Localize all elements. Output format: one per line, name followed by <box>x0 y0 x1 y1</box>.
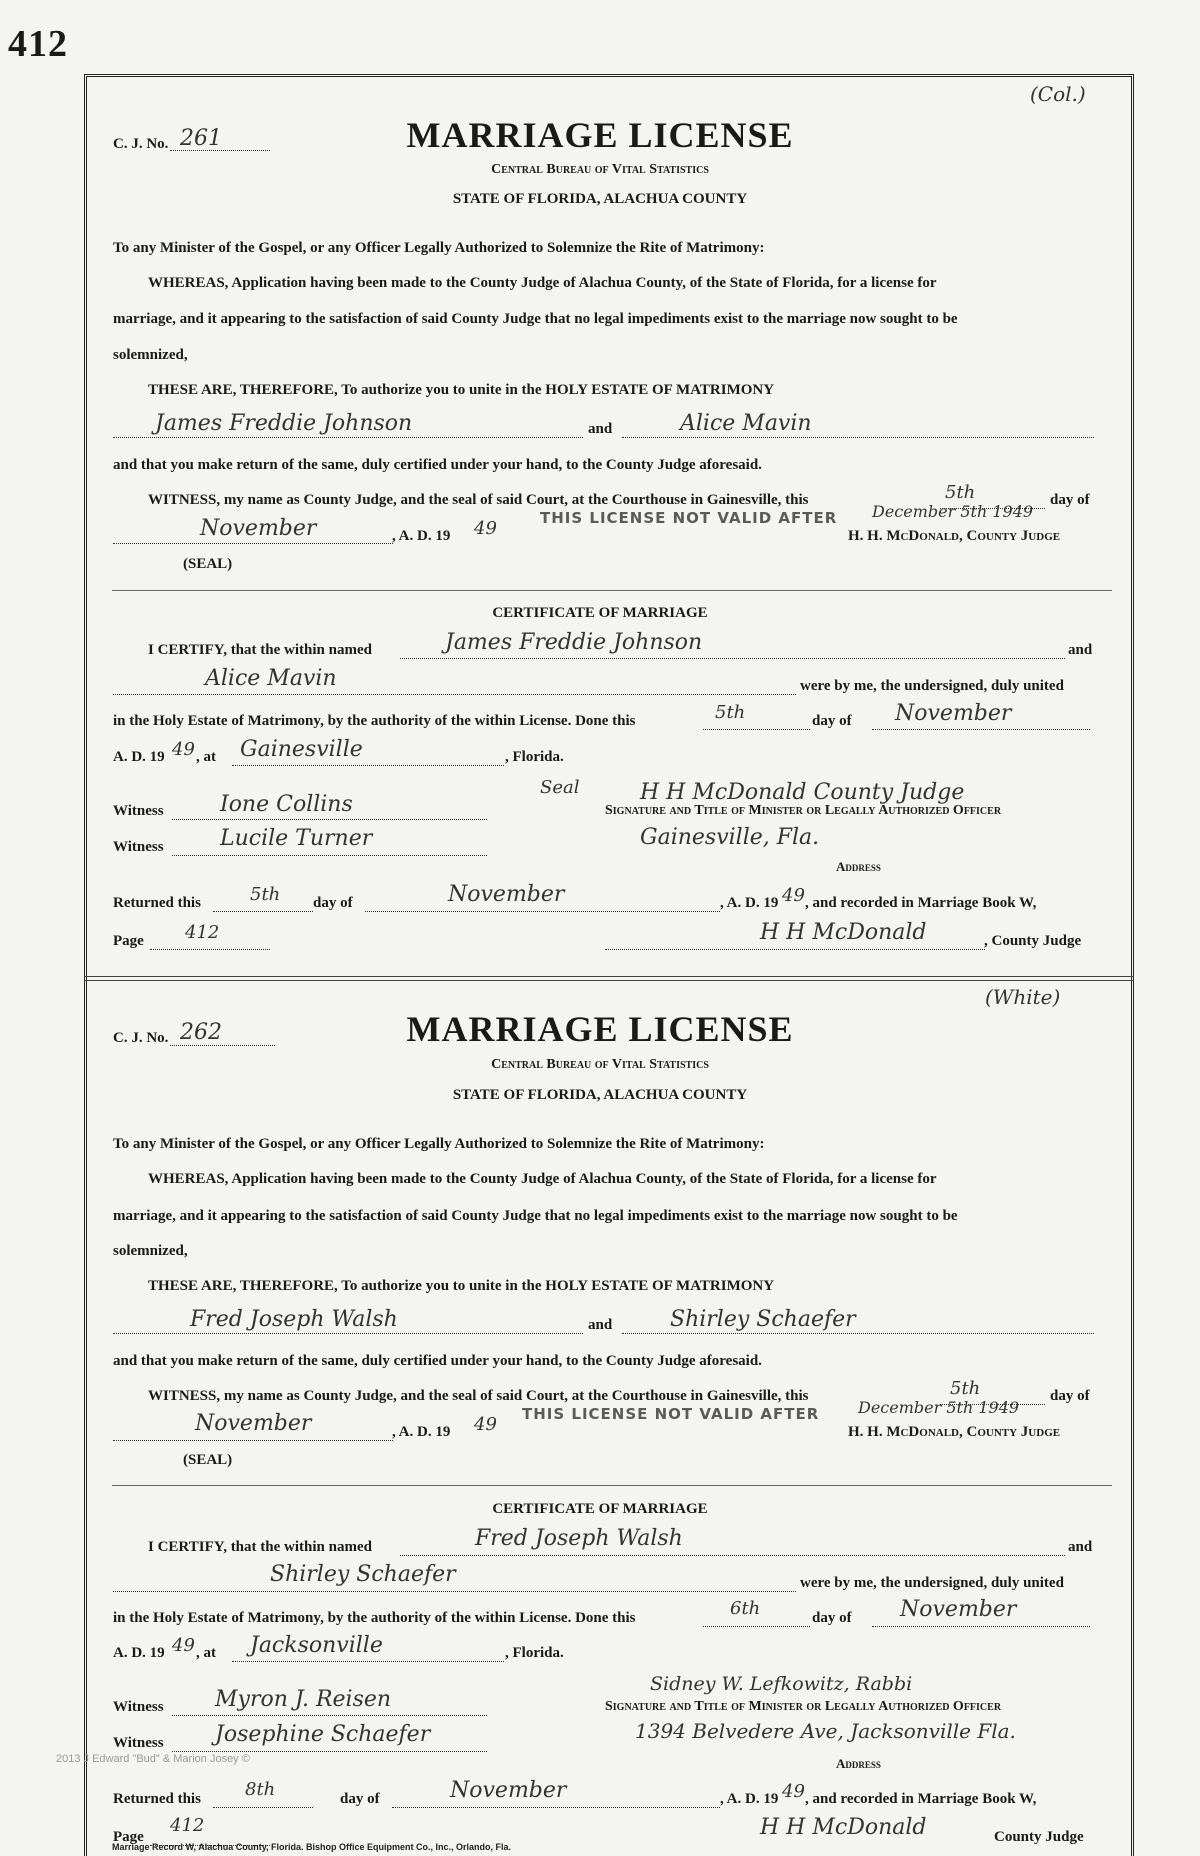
bride-name: Shirley Schaefer <box>670 1307 856 1332</box>
county-judge-label: , County Judge <box>984 933 1082 949</box>
expiry-date: December 5th 1949 <box>858 1398 1020 1417</box>
officer-signature: Sidney W. Lefkowitz, Rabbi <box>650 1673 913 1695</box>
cj-number: 262 <box>180 1020 222 1045</box>
cert-year: 49 <box>172 739 195 760</box>
license-day: 5th <box>950 1378 981 1399</box>
witness-2-label: Witness <box>113 1735 164 1751</box>
and-word: and <box>588 1317 613 1333</box>
united-text: were by me, the undersigned, duly united <box>800 678 1064 694</box>
license-year: 49 <box>474 518 497 539</box>
witness-line: WITNESS, my name as County Judge, and the seal of said Court, at the Courthouse in Gainesville, this <box>148 492 809 508</box>
whereas-3: solemnized, <box>113 347 188 363</box>
ad-prefix: , A. D. 19 <box>392 1424 451 1440</box>
whereas-3: solemnized, <box>113 1243 188 1259</box>
returned-month: November <box>450 1778 567 1803</box>
cert-groom: Fred Joseph Walsh <box>475 1526 683 1551</box>
returned-year: 49 <box>782 1781 805 1802</box>
whereas-1: WHEREAS, Application having been made to the County Judge of Alachua County, of the State of Florida, for a license for <box>148 1171 937 1187</box>
groom-name: Fred Joseph Walsh <box>190 1307 398 1332</box>
holy-estate: in the Holy Estate of Matrimony, by the authority of the within License. Done this <box>113 1610 636 1626</box>
license-year: 49 <box>474 1414 497 1435</box>
book-page: 412 <box>185 922 220 943</box>
bride-name: Alice Mavin <box>680 411 812 436</box>
certify-prefix: I CERTIFY, that the within named <box>148 1539 372 1555</box>
certify-prefix: I CERTIFY, that the within named <box>148 642 372 658</box>
returned-prefix: Returned this <box>113 1791 201 1807</box>
seal-mark: Seal <box>540 777 580 798</box>
county-judge-name: H. H. McDonald, County Judge <box>848 1424 1061 1440</box>
validity-stamp: THIS LICENSE NOT VALID AFTER <box>522 1405 820 1423</box>
done-day-of: day of <box>812 1610 852 1626</box>
address-caption: Address <box>836 859 881 874</box>
witness-1-label: Witness <box>113 803 164 819</box>
race-note: (Col.) <box>1030 82 1086 106</box>
recorder-signature: H H McDonald <box>760 1815 927 1840</box>
groom-name: James Freddie Johnson <box>155 411 413 436</box>
return-line: and that you make return of the same, duly certified under your hand, to the County Judge aforesaid. <box>113 1353 762 1369</box>
ad-return: , A. D. 19 <box>720 1791 779 1807</box>
county-judge-label: County Judge <box>994 1829 1084 1845</box>
ad-prefix: , A. D. 19 <box>392 528 451 544</box>
day-of: day of <box>1050 492 1090 508</box>
returned-day-of: day of <box>340 1791 380 1807</box>
ad-cert-prefix: A. D. 19 <box>113 749 165 765</box>
certificate-title: CERTIFICATE OF MARRIAGE <box>492 1501 708 1517</box>
whereas-2: marriage, and it appearing to the satisfaction of said County Judge that no legal impediments exist to the marriage now sought to be <box>113 311 958 327</box>
page-label: Page <box>113 1829 144 1845</box>
these-are: THESE ARE, THEREFORE, To authorize you to unite in the HOLY ESTATE OF MATRIMONY <box>148 1278 775 1294</box>
cj-number: 261 <box>180 126 222 151</box>
done-day-of: day of <box>812 713 852 729</box>
witness-2-name: Lucile Turner <box>220 826 373 851</box>
state-county: STATE OF FLORIDA, ALACHUA COUNTY <box>452 191 748 207</box>
license-title: MARRIAGE LICENSE <box>406 115 794 155</box>
ad-cert-prefix: A. D. 19 <box>113 1645 165 1661</box>
page-number: 412 <box>8 23 68 65</box>
officer-signature: H H McDonald County Judge <box>640 780 965 805</box>
seal-label: (SEAL) <box>183 1452 233 1468</box>
witness-line: WITNESS, my name as County Judge, and the seal of said Court, at the Courthouse in Gainesville, this <box>148 1388 809 1404</box>
ad-return: , A. D. 19 <box>720 895 779 911</box>
cert-and: and <box>1068 1539 1093 1555</box>
cj-label: C. J. No. <box>113 136 169 152</box>
marriage-place: Jacksonville <box>250 1633 383 1658</box>
florida-label: , Florida. <box>505 749 564 765</box>
address-line: To any Minister of the Gospel, or any Officer Legally Authorized to Solemnize the Rite of Matrimony: <box>113 240 765 256</box>
cert-groom: James Freddie Johnson <box>445 630 703 655</box>
done-month: November <box>900 1597 1017 1622</box>
officer-address: Gainesville, Fla. <box>640 825 820 850</box>
expiry-date: December 5th 1949 <box>872 502 1034 521</box>
day-of: day of <box>1050 1388 1090 1404</box>
signature-caption: Signature and Title of Minister or Legally Authorized Officer <box>605 1699 1002 1714</box>
cert-year: 49 <box>172 1635 195 1656</box>
at-word: , at <box>196 1645 216 1661</box>
state-county: STATE OF FLORIDA, ALACHUA COUNTY <box>452 1087 748 1103</box>
license-month: November <box>195 1411 312 1436</box>
address-caption: Address <box>836 1756 881 1771</box>
returned-day: 8th <box>245 1779 276 1800</box>
witness-1-name: Ione Collins <box>220 792 353 817</box>
witness-1-label: Witness <box>113 1699 164 1715</box>
at-word: , at <box>196 749 216 765</box>
done-month: November <box>895 701 1012 726</box>
returned-month: November <box>448 882 565 907</box>
footer-imprint: Marriage Record W, Alachua County, Florida. Bishop Office Equipment Co., Inc., Orlando, Fla. <box>112 1842 512 1852</box>
cert-bride: Shirley Schaefer <box>270 1562 456 1587</box>
florida-label: , Florida. <box>505 1645 564 1661</box>
signature-caption: Signature and Title of Minister or Legally Authorized Officer <box>605 803 1002 818</box>
return-line: and that you make return of the same, duly certified under your hand, to the County Judge aforesaid. <box>113 457 762 473</box>
race-note: (White) <box>985 985 1061 1009</box>
returned-day-of: day of <box>313 895 353 911</box>
license-title: MARRIAGE LICENSE <box>406 1009 794 1049</box>
seal-label: (SEAL) <box>183 556 233 572</box>
county-judge-name: H. H. McDonald, County Judge <box>848 528 1061 544</box>
whereas-2: marriage, and it appearing to the satisfaction of said County Judge that no legal impediments exist to the marriage now sought to be <box>113 1208 958 1224</box>
copyright-watermark: 2013 J Edward "Bud" & Marion Josey © <box>56 1753 250 1765</box>
holy-estate: in the Holy Estate of Matrimony, by the authority of the within License. Done this <box>113 713 636 729</box>
cert-bride: Alice Mavin <box>205 666 337 691</box>
book-page: 412 <box>170 1815 205 1836</box>
witness-1-name: Myron J. Reisen <box>215 1687 392 1712</box>
these-are: THESE ARE, THEREFORE, To authorize you to unite in the HOLY ESTATE OF MATRIMONY <box>148 382 775 398</box>
license-day: 5th <box>945 482 976 503</box>
certificate-title: CERTIFICATE OF MARRIAGE <box>492 605 708 621</box>
officer-address: 1394 Belvedere Ave, Jacksonville Fla. <box>635 1719 1016 1743</box>
recorded-text: , and recorded in Marriage Book W, <box>805 1791 1037 1807</box>
witness-2-label: Witness <box>113 839 164 855</box>
validity-stamp: THIS LICENSE NOT VALID AFTER <box>540 509 838 527</box>
and-word: and <box>588 421 613 437</box>
recorded-text: , and recorded in Marriage Book W, <box>805 895 1037 911</box>
bureau: Central Bureau of Vital Statistics <box>491 162 709 177</box>
whereas-1: WHEREAS, Application having been made to the County Judge of Alachua County, of the State of Florida, for a license for <box>148 275 937 291</box>
address-line: To any Minister of the Gospel, or any Officer Legally Authorized to Solemnize the Rite of Matrimony: <box>113 1136 765 1152</box>
witness-2-name: Josephine Schaefer <box>215 1722 431 1747</box>
returned-day: 5th <box>250 884 281 905</box>
cj-label: C. J. No. <box>113 1030 169 1046</box>
done-day: 6th <box>730 1598 761 1619</box>
license-month: November <box>200 516 317 541</box>
bureau: Central Bureau of Vital Statistics <box>491 1057 709 1072</box>
returned-prefix: Returned this <box>113 895 201 911</box>
recorder-signature: H H McDonald <box>760 920 927 945</box>
page-label: Page <box>113 933 144 949</box>
united-text: were by me, the undersigned, duly united <box>800 1575 1064 1591</box>
done-day: 5th <box>715 702 746 723</box>
cert-and: and <box>1068 642 1093 658</box>
returned-year: 49 <box>782 885 805 906</box>
marriage-place: Gainesville <box>240 737 363 762</box>
